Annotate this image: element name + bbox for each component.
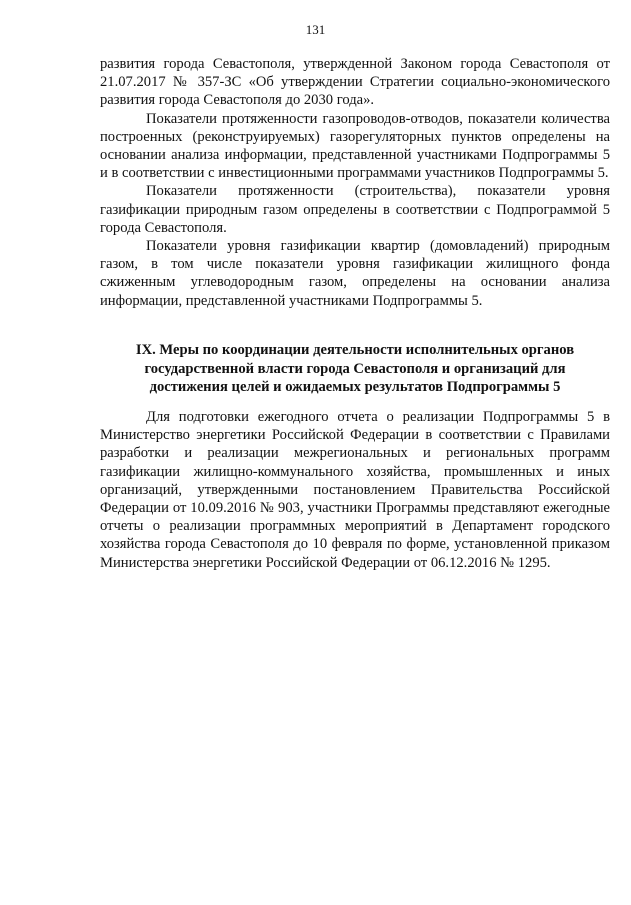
paragraph-continuation: развития города Севастополя, утвержденной Законом города Севастополя от 21.07.2017 № 357-ЗС «Об утверждении Стратегии социально-экономического развития города Севастополя до 2030 года». bbox=[100, 56, 610, 109]
body-text-top bbox=[100, 55, 610, 310]
paragraph-construction-indicators: Показатели протяженности (строительства), показатели уровня газификации природным газом определены в соответствии с Подпрограммой 5 города Севастополя. bbox=[100, 183, 610, 236]
section-heading-line-2: государственной власти города Севастополя и организаций для bbox=[144, 360, 566, 377]
paragraph-gas-pipeline-indicators: Показатели протяженности газопроводов-отводов, показатели количества построенных (реконструируемых) газорегуляторных пунктов определены на основании анализа информации, представленной участниками Подпрограммы 5 и в соответствии с инвестиционными программами участников Подпрограммы 5. bbox=[100, 110, 610, 182]
section-heading bbox=[100, 341, 610, 397]
paragraph-annual-report: Для подготовки ежегодного отчета о реализации Подпрограммы 5 в Министерство энергетики Российской Федерации в соответствии с Правилами разработки и реализации межрегиональных и региональных программ газификации жилищно-коммунального хозяйства, промышленных и иных организаций, утвержденными постановлением Правительства Российской Федерации от 10.09.2016 № 903, участники Программы представляют ежегодные отчеты о реализации программных мероприятий в Департамент городского хозяйства города Севастополя до 10 февраля по форме, установленной приказом Министерства энергетики Российской Федерации от 06.12.2016 № 1295. bbox=[100, 409, 610, 571]
page-number: 131 bbox=[305, 22, 326, 37]
paragraph-apartment-gasification-indicators: Показатели уровня газификации квартир (домовладений) природным газом, в том числе показатели уровня газификации жилищного фонда сжиженным углеводородным газом, определены на основании анализа информации, представленной участниками Подпрограммы 5. bbox=[100, 238, 610, 309]
body-text-bottom bbox=[100, 408, 610, 572]
section-heading-line-3: достижения целей и ожидаемых результатов Подпрограммы 5 bbox=[149, 379, 561, 395]
section-heading-line-1: IX. Меры по координации деятельности исполнительных органов bbox=[135, 342, 575, 358]
